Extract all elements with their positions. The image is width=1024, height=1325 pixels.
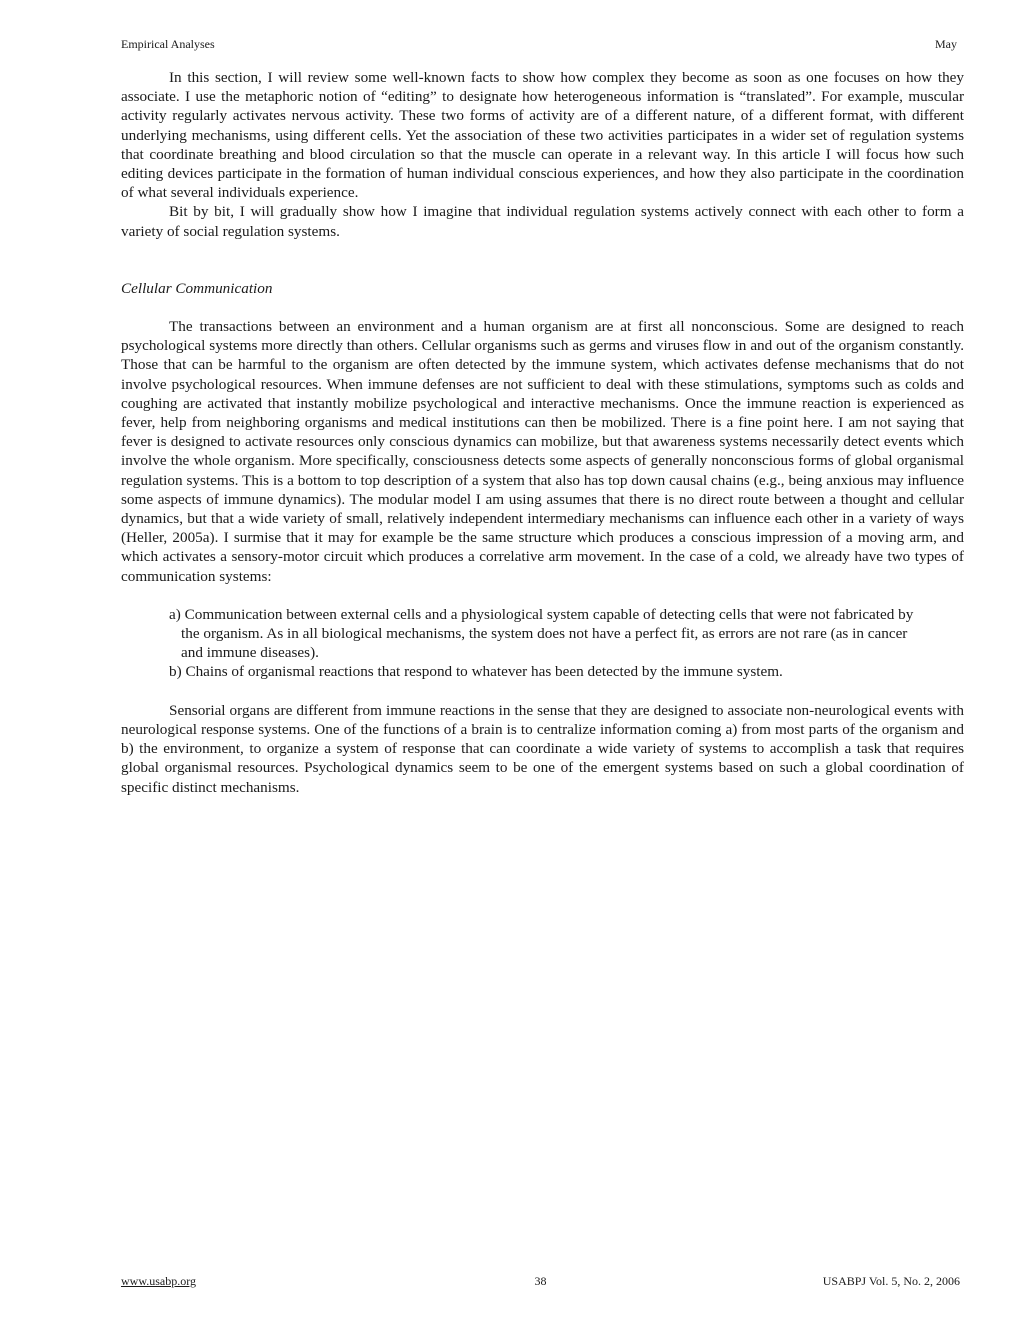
paragraph-transactions: The transactions between an environment and a human organism are at first all nonconscious. Some are designed to reach psychological systems more directly than others. Cellular organisms such as germs and viruses flow in and out of the organism constantly. Those that can be harmful to the organism are often detected by the immune system, which activates defense mechanisms that do not involve psychological resources. When immune defenses are not sufficient to deal with these stimulations, symptoms such as colds and coughing are activated that instantly mobilize psychological and interactive mechanisms. Once the immune reaction is experienced as fever, help from neighboring organisms and medical institutions can then be mobilized. There is a fine point here. I am not saying that fever is designed to activate resources only conscious dynamics can mobilize, but that awareness systems necessarily detect events which involve the whole organism. More specifically, consciousness detects some aspects of generally nonconscious forms of global organismal regulation systems. This is a bottom to top description of a system that also has top down causal chains (e.g., being anxious may influence some aspects of immune dynamics). The modular model I am using assumes that there is no direct route between a thought and cellular dynamics, but that a wide variety of small, relatively independent intermediary mechanisms can influence each other in a variety of ways (Heller, 2005a). I surmise that it may for example be the same structure which produces a conscious impression of a moving arm, and which activates a sensory-motor circuit which produces a correlative arm movement. In the case of a cold, we already have two types of communication systems: [121, 318, 964, 585]
paragraph-bit-by-bit: Bit by bit, I will gradually show how I imagine that individual regulation systems actively connect with each other to form a variety of social regulation systems. [121, 203, 964, 240]
paragraph-intro: In this section, I will review some well-known facts to show how complex they become as soon as one focuses on how they associate. I use the metaphoric notion of “editing” to designate how heterogeneous information is “translated”. For example, muscular activity regularly activates nervous activity. These two forms of activity are of a different nature, of a different format, with different underlying mechanisms, using different cells. Yet the association of these two activities participates in a wider set of regulation systems that coordinate breathing and blood circulation so that the muscle can operate in a relevant way. In this article I will focus how such editing devices participate in the formation of human individual conscious experiences, and how they also participate in the coordination of what several individuals experience. [121, 69, 964, 202]
list-item-b: b) Chains of organismal reactions that respond to whatever has been detected by the immune system. [169, 663, 783, 681]
header-author: May [935, 37, 957, 51]
list-item-a: a) Communication between external cells and a physiological system capable of detecting cells that were not fabricated by the organism. As in all biological mechanisms, the system does not have a perfect fit, as errors are not rare (as in cancer and immune diseases). [169, 605, 914, 662]
communication-systems-list [169, 605, 917, 682]
footer-journal-citation: USABPJ Vol. 5, No. 2, 2006 [822, 1274, 960, 1288]
header-journal-section: Empirical Analyses [121, 37, 215, 51]
page-number: 38 [534, 1274, 547, 1288]
paragraph-sensorial-organs: Sensorial organs are different from immune reactions in the sense that they are designed to associate non-neurological events with neurological response systems. One of the functions of a brain is to centralize information coming a) from most parts of the organism and b) the environment, to organize a system of response that can coordinate a wide variety of systems to accomplish a task that requires global organismal resources. Psychological dynamics seem to be one of the emergent systems based on such a global coordination of specific distinct mechanisms. [121, 701, 964, 796]
section-heading: Cellular Communication [121, 279, 273, 297]
article-body [121, 68, 964, 797]
footer-website-link[interactable]: www.usabp.org [121, 1274, 196, 1288]
